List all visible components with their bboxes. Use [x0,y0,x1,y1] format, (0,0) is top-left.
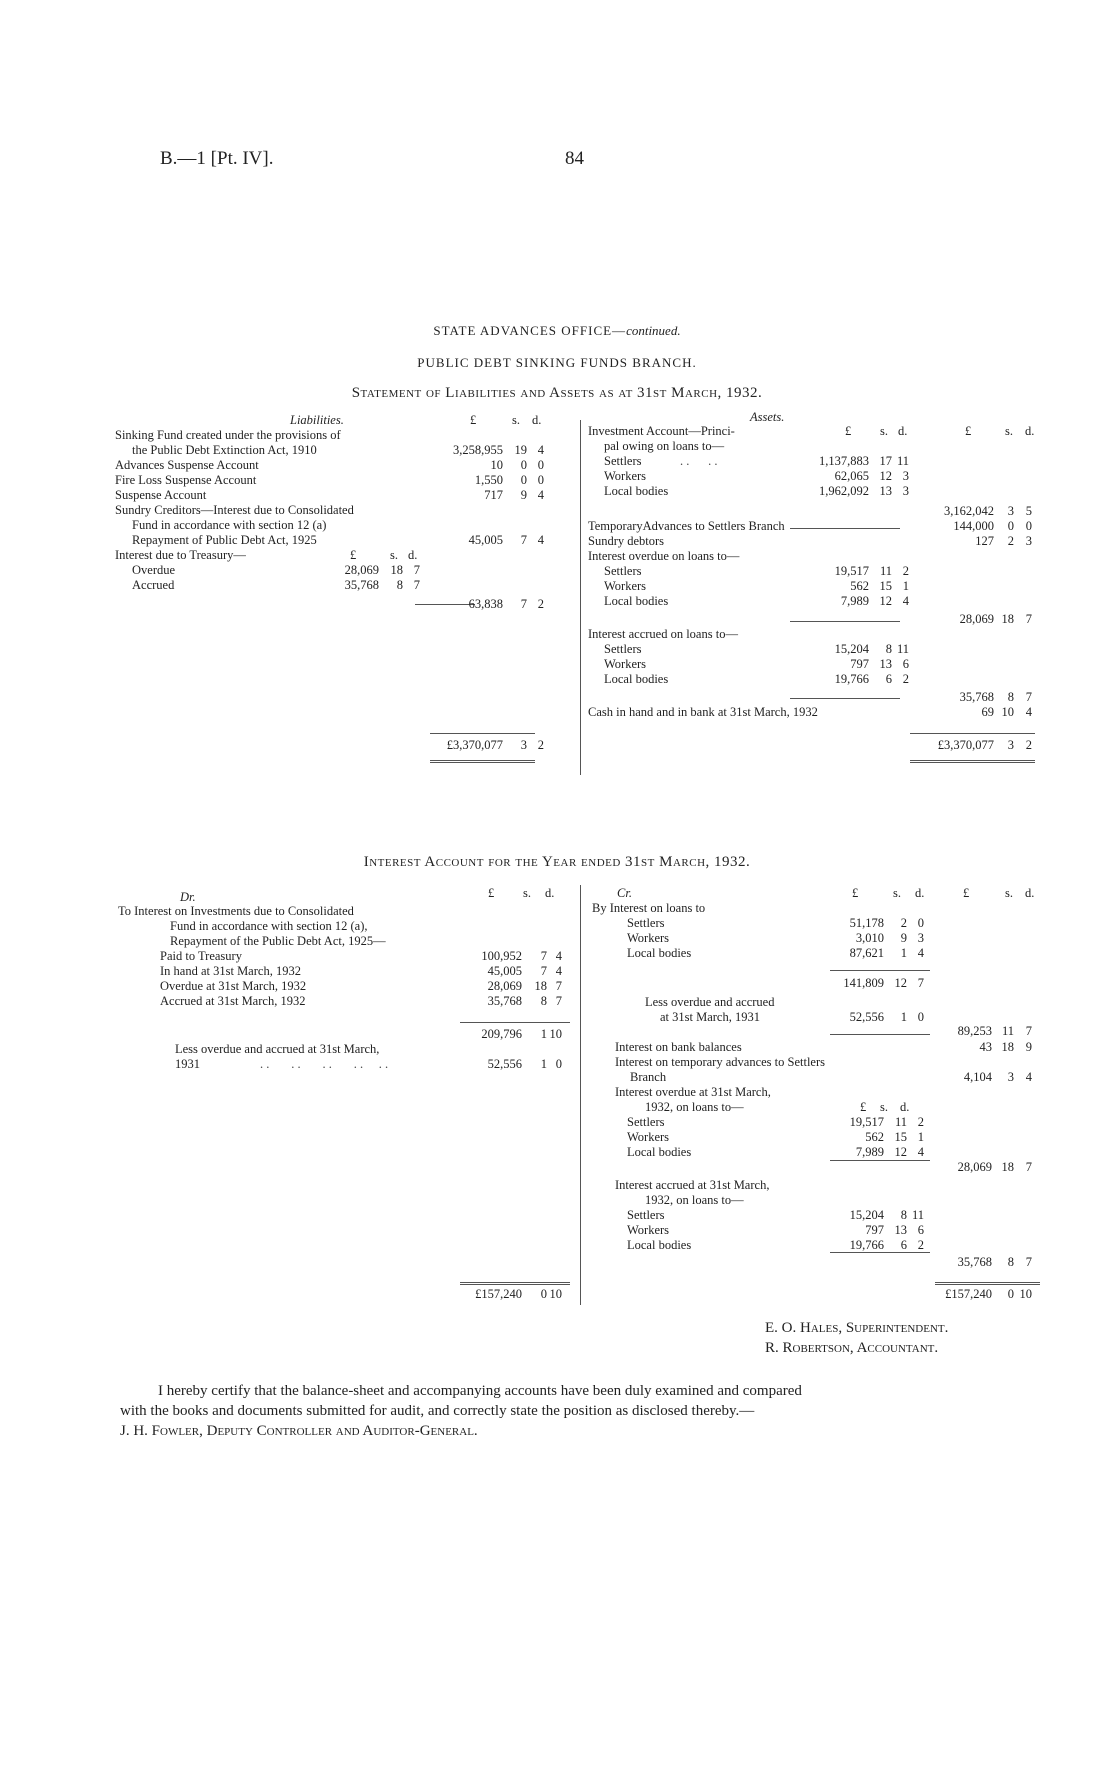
cr-local-value: 87,621 [849,946,884,960]
liab-treasury-total-d: 2 [537,597,544,611]
audit-certificate-line-3: J. H. Fowler, Deputy Controller and Auditor-General. [120,1423,478,1439]
liab-suspense-value: 717 [484,488,503,502]
asset-rule-1 [790,528,900,529]
cr-less-overdue: Less overdue and accrued [645,995,775,1009]
asset-grand-total-d: 2 [1025,738,1032,752]
dr-in-hand-d: 4 [555,964,562,978]
liab-fire-s: 0 [520,473,527,487]
dr-line-1: To Interest on Investments due to Consolidated [118,904,354,918]
liab-treasury-total-s: 7 [520,597,527,611]
liab-pound-head: £ [470,413,477,427]
liab-advances-value: 10 [490,458,503,472]
asset-ov-total-s: 18 [1001,612,1014,626]
superintendent-signature: E. O. Hales, Superintendent. [765,1320,949,1336]
liab-suspense: Suspense Account [115,488,207,502]
cr-ac-workers-value: 797 [865,1223,884,1237]
cr-less-s: 1 [900,1010,907,1024]
asset-sundry-value: 127 [975,534,994,548]
cr-ov-settlers-d: 2 [917,1115,924,1129]
asset-inv-workers-d: 3 [902,469,909,483]
cr-ac-local-d: 2 [917,1238,924,1252]
asset-temp-value: 144,000 [953,519,994,533]
dr-line-2: Fund in accordance with section 12 (a), [170,919,368,933]
asset-ac-settlers-value: 15,204 [834,642,869,656]
dr-s-head: s. [523,886,531,900]
asset-temp-advances: TemporaryAdvances to Settlers Branch [588,519,785,533]
cr-loans-total: 141,809 [843,976,884,990]
dr-accrued-value: 35,768 [487,994,522,1008]
cr-total: £157,240 [945,1287,992,1301]
asset-temp-d: 0 [1025,519,1032,533]
asset-ov-settlers-d: 2 [902,564,909,578]
liab-advances-d: 0 [537,458,544,472]
asset-ov-settlers: Settlers [604,564,642,578]
balance-sheet-divider [580,420,581,775]
cr-ac-workers: Workers [627,1223,670,1237]
cr-local-d: 4 [917,946,924,960]
cr-inner-s-head: s. [893,886,901,900]
liabilities-heading: Liabilities. [290,413,344,427]
asset-inv-workers-value: 62,065 [834,469,869,483]
asset-inner-pound-head: £ [845,424,852,438]
asset-ac-total-d: 7 [1025,690,1032,704]
asset-ov-workers: Workers [604,579,647,593]
dr-subtotal: 209,796 [481,1027,522,1041]
cr-accrued-heading: Interest accrued at 31st March, [615,1178,770,1192]
dr-total-s: 0 [540,1287,547,1301]
asset-sundry-d: 3 [1025,534,1032,548]
dr-rule-1 [460,1022,570,1023]
asset-ac-workers-d: 6 [902,657,909,671]
interest-divider [580,885,581,1305]
liab-overdue-value: 28,069 [344,563,379,577]
cr-loans-total-d: 7 [917,976,924,990]
liab-sinking-fund: Sinking Fund created under the provisions of [115,428,341,442]
cr-rule-5 [935,1282,1040,1285]
cr-rule-3 [830,1160,930,1161]
liab-sundry-creditors: Sundry Creditors—Interest due to Consolidated [115,503,354,517]
asset-inv-workers: Workers [604,469,647,483]
cr-outer-d-head: d. [1025,886,1035,900]
cr-local: Local bodies [627,946,692,960]
interest-account-title: Interest Account for the Year ended 31st March, 1932. [363,854,751,870]
asset-inv-total-d: 5 [1025,504,1032,518]
cr-settlers: Settlers [627,916,665,930]
cr-net-d: 7 [1025,1024,1032,1038]
asset-ov-workers-s: 15 [879,579,892,593]
cr-bank-s: 18 [1001,1040,1014,1054]
cr-ac-total-s: 8 [1007,1255,1014,1269]
asset-ov-local-value: 7,989 [840,594,869,608]
cr-workers: Workers [627,931,670,945]
liab-fire-d: 0 [537,473,544,487]
asset-inv-total-s: 3 [1007,504,1014,518]
asset-rule-4 [910,733,1035,734]
cr-ov-total-d: 7 [1025,1160,1032,1174]
cr-less-value: 52,556 [849,1010,884,1024]
asset-outer-pound-head: £ [965,424,972,438]
dr-overdue: Overdue at 31st March, 1932 [160,979,307,993]
liab-rule-2 [430,733,535,734]
statement-title: Statement of Liabilities and Assets as at 31st March, 1932. [351,385,763,401]
cr-total-s: 0 [1007,1287,1014,1301]
cr-less-d: 0 [917,1010,924,1024]
liab-fire-loss: Fire Loss Suspense Account [115,473,257,487]
cr-ov-settlers-value: 19,517 [849,1115,884,1129]
asset-ov-settlers-s: 11 [879,564,892,578]
dr-paid-value: 100,952 [481,949,522,963]
cr-ov-workers-value: 562 [865,1130,884,1144]
asset-outer-d-head: d. [1025,424,1035,438]
asset-interest-overdue: Interest overdue on loans to— [588,549,740,563]
cr-overdue-d-head: d. [900,1100,910,1114]
liab-accrued-value: 35,768 [344,578,379,592]
dr-less-s: 1 [540,1057,547,1071]
cr-bank-d: 9 [1025,1040,1032,1054]
asset-ac-workers: Workers [604,657,647,671]
cr-ov-total: 28,069 [957,1160,992,1174]
document-reference: B.—1 [Pt. IV]. [160,148,274,169]
liab-accrued-s: 8 [396,578,403,592]
dr-in-hand-value: 45,005 [487,964,522,978]
cr-rule-1 [830,970,930,971]
cr-ac-total-d: 7 [1025,1255,1032,1269]
cr-ac-settlers: Settlers [627,1208,665,1222]
liab-sinking-value: 3,258,955 [453,443,503,457]
cr-settlers-value: 51,178 [849,916,884,930]
accountant-signature: R. Robertson, Accountant. [765,1340,939,1356]
cr-ov-settlers: Settlers [627,1115,665,1129]
cr-total-d: 10 [1019,1287,1032,1301]
cr-workers-d: 3 [917,931,924,945]
asset-inv-local-value: 1,962,092 [819,484,869,498]
dr-subtotal-d: 10 [549,1027,562,1041]
cr-ac-workers-s: 13 [894,1223,907,1237]
liab-rule-1 [415,604,475,605]
liab-fire-value: 1,550 [474,473,503,487]
liab-sinking-s: 19 [514,443,527,457]
audit-certificate-line-2: with the books and documents submitted for audit, and correctly state the position as disclosed thereby.— [120,1403,755,1419]
cr-local-s: 1 [900,946,907,960]
liab-overdue: Overdue [132,563,176,577]
cr-overdue-s-head: s. [880,1100,888,1114]
liab-treasury-s-head: s. [390,548,398,562]
liab-treasury-pound-head: £ [350,548,357,562]
asset-ac-local-d: 2 [902,672,909,686]
cr-overdue-heading-2: 1932, on loans to— [645,1100,744,1114]
asset-investment: Investment Account—Princi- [588,424,735,438]
cr-settlers-d: 0 [917,916,924,930]
asset-ac-settlers-d: 11 [896,642,909,656]
cr-temp-advances: Interest on temporary advances to Settlers [615,1055,825,1069]
cr-net-s: 11 [1001,1024,1014,1038]
asset-inner-s-head: s. [880,424,888,438]
liab-suspense-d: 4 [537,488,544,502]
cr-overdue-heading: Interest overdue at 31st March, [615,1085,771,1099]
liab-sundry-value: 45,005 [468,533,503,547]
dr-less-d: 0 [555,1057,562,1071]
dr-d-head: d. [545,886,555,900]
dr-in-hand: In hand at 31st March, 1932 [160,964,301,978]
dr-overdue-d: 7 [555,979,562,993]
liab-advances-suspense: Advances Suspense Account [115,458,259,472]
audit-certificate-line-1: I hereby certify that the balance-sheet and accompanying accounts have been duly examined and compared [158,1383,802,1399]
dr-less-overdue: Less overdue and accrued at 31st March, [175,1042,380,1056]
liab-sundry-creditors-2: Fund in accordance with section 12 (a) [132,518,327,532]
asset-inv-settlers: Settlers [604,454,642,468]
dr-line-3: Repayment of the Public Debt Act, 1925— [170,934,386,948]
asset-ac-workers-s: 13 [879,657,892,671]
asset-grand-total-s: 3 [1007,738,1014,752]
dr-accrued: Accrued at 31st March, 1932 [160,994,306,1008]
liab-accrued: Accrued [132,578,175,592]
cr-net-value: 89,253 [957,1024,992,1038]
asset-ov-total-d: 7 [1025,612,1032,626]
asset-ov-total: 28,069 [959,612,994,626]
asset-cash: Cash in hand and in bank at 31st March, 1932 [588,705,818,719]
liab-interest-treasury: Interest due to Treasury— [115,548,246,562]
cr-heading: Cr. [617,886,632,900]
cr-workers-value: 3,010 [855,931,884,945]
liab-sinking-d: 4 [537,443,544,457]
asset-inv-settlers-s: 17 [879,454,892,468]
asset-inv-settlers-d: 11 [896,454,909,468]
office-title: STATE ADVANCES OFFICE—continued. [433,323,681,338]
cr-ac-settlers-s: 8 [900,1208,907,1222]
liab-grand-total-s: 3 [520,738,527,752]
dr-accrued-s: 8 [540,994,547,1008]
asset-ac-local: Local bodies [604,672,669,686]
dr-less-year: 1931 [175,1057,200,1071]
asset-sundry-s: 2 [1007,534,1014,548]
asset-ov-local: Local bodies [604,594,669,608]
asset-inner-d-head: d. [898,424,908,438]
cr-ac-workers-d: 6 [917,1223,924,1237]
dr-pound-head: £ [488,886,495,900]
cr-ov-workers-d: 1 [917,1130,924,1144]
dr-rule-2 [460,1282,570,1285]
cr-inner-d-head: d. [915,886,925,900]
liab-grand-total-d: 2 [537,738,544,752]
asset-inv-workers-s: 12 [879,469,892,483]
asset-cash-s: 10 [1001,705,1014,719]
asset-grand-total: £3,370,077 [937,738,994,752]
liab-accrued-d: 7 [413,578,420,592]
asset-ac-total: 35,768 [959,690,994,704]
liab-grand-total: £3,370,077 [446,738,503,752]
dr-heading: Dr. [180,890,196,904]
dr-total: £157,240 [475,1287,522,1301]
dr-subtotal-s: 1 [540,1027,547,1041]
branch-title: PUBLIC DEBT SINKING FUNDS BRANCH. [417,355,697,370]
dr-accrued-d: 7 [555,994,562,1008]
asset-ov-workers-d: 1 [902,579,909,593]
liab-sundry-d: 4 [537,533,544,547]
asset-inv-dots: . . . . [680,454,718,468]
cr-ac-settlers-d: 11 [911,1208,924,1222]
cr-interest-loans: By Interest on loans to [592,901,706,915]
liab-overdue-d: 7 [413,563,420,577]
cr-ac-total: 35,768 [957,1255,992,1269]
asset-investment-2: pal owing on loans to— [604,439,725,453]
liab-s-head: s. [512,413,520,427]
asset-cash-d: 4 [1025,705,1032,719]
cr-workers-s: 9 [900,931,907,945]
dr-paid-d: 4 [555,949,562,963]
asset-rule-5 [910,760,1035,763]
cr-outer-s-head: s. [1005,886,1013,900]
asset-ov-local-d: 4 [902,594,909,608]
cr-temp-d: 4 [1025,1070,1032,1084]
asset-ov-workers-value: 562 [850,579,869,593]
liab-sinking-fund-2: the Public Debt Extinction Act, 1910 [132,443,317,457]
cr-temp-s: 3 [1007,1070,1014,1084]
asset-ov-settlers-value: 19,517 [834,564,869,578]
cr-ov-local-s: 12 [894,1145,907,1159]
dr-paid-s: 7 [540,949,547,963]
cr-ov-local-value: 7,989 [855,1145,884,1159]
asset-ac-total-s: 8 [1007,690,1014,704]
liab-treasury-total: 63,838 [468,597,503,611]
cr-ac-local: Local bodies [627,1238,692,1252]
asset-rule-3 [790,698,900,699]
cr-ov-workers-s: 15 [894,1130,907,1144]
asset-temp-s: 0 [1007,519,1014,533]
asset-ac-local-value: 19,766 [834,672,869,686]
dr-overdue-s: 18 [534,979,547,993]
asset-cash-value: 69 [981,705,994,719]
dr-less-value: 52,556 [487,1057,522,1071]
liab-advances-s: 0 [520,458,527,472]
cr-ac-local-value: 19,766 [849,1238,884,1252]
asset-inv-total: 3,162,042 [944,504,994,518]
cr-bank-interest: Interest on bank balances [615,1040,742,1054]
dr-overdue-value: 28,069 [487,979,522,993]
asset-inv-local-s: 13 [879,484,892,498]
asset-sundry-debtors: Sundry debtors [588,534,665,548]
liab-treasury-d-head: d. [408,548,418,562]
asset-rule-2 [790,621,900,622]
assets-heading: Assets. [750,410,785,424]
cr-accrued-heading-2: 1932, on loans to— [645,1193,744,1207]
dr-paid-treasury: Paid to Treasury [160,949,242,963]
cr-loans-total-s: 12 [894,976,907,990]
cr-overdue-pound-head: £ [860,1100,867,1114]
asset-ac-settlers-s: 8 [885,642,892,656]
cr-temp-advances-2: Branch [630,1070,667,1084]
cr-ov-total-s: 18 [1001,1160,1014,1174]
asset-inv-settlers-value: 1,137,883 [819,454,869,468]
cr-outer-pound-head: £ [963,886,970,900]
liab-sundry-s: 7 [520,533,527,547]
asset-interest-accrued: Interest accrued on loans to— [588,627,738,641]
cr-less-overdue-2: at 31st March, 1931 [660,1010,760,1024]
dr-in-hand-s: 7 [540,964,547,978]
cr-ac-local-s: 6 [900,1238,907,1252]
asset-ac-settlers: Settlers [604,642,642,656]
liab-d-head: d. [532,413,542,427]
asset-ac-local-s: 6 [885,672,892,686]
cr-temp-value: 4,104 [963,1070,992,1084]
cr-settlers-s: 2 [900,916,907,930]
cr-ov-settlers-s: 11 [894,1115,907,1129]
cr-ov-local-d: 4 [917,1145,924,1159]
asset-ac-workers-value: 797 [850,657,869,671]
liab-suspense-s: 9 [520,488,527,502]
liab-rule-3 [430,760,535,763]
cr-rule-2 [830,1034,930,1035]
cr-ac-settlers-value: 15,204 [849,1208,884,1222]
asset-outer-s-head: s. [1005,424,1013,438]
liab-overdue-s: 18 [390,563,403,577]
dr-total-d: 10 [549,1287,562,1301]
cr-inner-pound-head: £ [852,886,859,900]
cr-bank-value: 43 [979,1040,992,1054]
liab-sundry-creditors-3: Repayment of Public Debt Act, 1925 [132,533,317,547]
cr-ov-workers: Workers [627,1130,670,1144]
asset-inv-local: Local bodies [604,484,669,498]
asset-inv-local-d: 3 [902,484,909,498]
page-number: 84 [565,148,584,169]
dr-less-dots: . . . . . . . . . . [260,1057,389,1071]
asset-ov-local-s: 12 [879,594,892,608]
cr-ov-local: Local bodies [627,1145,692,1159]
